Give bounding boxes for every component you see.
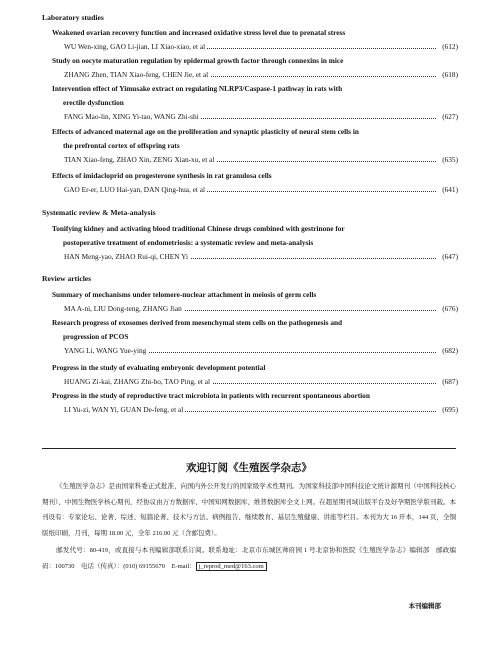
article-entry[interactable] (52, 363, 458, 391)
section-heading-review-articles: Review articles (42, 274, 92, 283)
section-heading-laboratory-studies: Laboratory studies (42, 13, 104, 22)
article-page-number: (647) (442, 252, 458, 261)
article-entry[interactable] (52, 224, 458, 266)
article-title: Study on oocyte maturation regulation by epidermal growth factor through connexins in mice (52, 56, 344, 65)
section-divider (42, 448, 456, 449)
article-title: Progress in the study of reproductive tract microbiota in patients with recurrent spontaneous abortion (52, 391, 370, 400)
subscription-notice-body (42, 479, 456, 541)
article-title-continuation: the prefrontal cortex of offspring rats (63, 141, 180, 150)
article-byline (52, 42, 458, 56)
subscription-contact (42, 543, 456, 574)
section-heading-systematic-review: Systematic review & Meta-analysis (42, 208, 156, 217)
article-title: Weakened ovarian recovery function and increased oxidative stress level due to prenatal stress (52, 28, 346, 37)
article-entry[interactable] (52, 56, 458, 84)
article-entry[interactable] (52, 171, 458, 199)
article-page-number: (676) (442, 304, 458, 313)
article-entry[interactable] (52, 391, 458, 419)
article-page-number: (618) (442, 70, 458, 79)
article-authors: GAO Er-er, LUO Hai-yan, DAN Qing-hua, et al (64, 185, 205, 194)
article-byline (52, 346, 458, 360)
article-byline (52, 304, 458, 318)
article-page-number: (641) (442, 185, 458, 194)
article-authors: HAN Meng-yao, ZHAO Rui-qi, CHEN Yi (64, 252, 188, 261)
article-title: Progress in the study of evaluating embryonic development potential (52, 363, 266, 372)
article-byline (52, 112, 458, 126)
article-entry[interactable] (52, 290, 458, 318)
article-byline (52, 155, 458, 169)
article-byline (52, 405, 458, 419)
article-byline (52, 70, 458, 84)
contact-email[interactable]: j_reprod_med@163.com (196, 562, 267, 571)
article-title: Intervention effect of Yimusake extract on regulating NLRP3/Caspase-1 pathway in rats with (52, 84, 343, 93)
subscription-notice-title: 欢迎订阅《生殖医学杂志》 (186, 463, 312, 474)
article-entry[interactable] (52, 318, 458, 360)
article-page-number: (627) (442, 112, 458, 121)
article-title-continuation: erectile dysfunction (63, 98, 124, 107)
article-entry[interactable] (52, 84, 458, 126)
article-authors: YANG Li, WANG Yue-ying (64, 346, 147, 355)
article-title: Summary of mechanisms under telomere-nuclear attachment in meiosis of germ cells (52, 290, 317, 299)
subscription-notice-text: 《生殖医学杂志》是由国家科委正式批准，向国内外公开发行的国家级学术性期刊。为国家科技部中国科技论文统计源期刊（中国科技核心期刊）、中国生物医学核心期刊，经协议由万方数据库、中国知网数据库、维普数据库全文上网。在超星期刊域出版平台及好孕期医学版刊载。本刊设有：专家论坛、论著、综述、短篇论著、技术与方法、病例报告、继续教育、基层生殖健康、讲座等栏目。本刊为大 16 开本，144 页，全铜版纸印刷，月刊，每期 18.00 元，全年 216.00 元（含邮包费）。 (42, 483, 456, 537)
article-authors: FANG Mao-lin, XING Yi-tao, WANG Zhi-shi (64, 112, 199, 121)
article-title: Effects of advanced maternal age on the proliferation and synaptic plasticity of neural stem cells in (52, 127, 359, 136)
article-authors: ZHANG Zhen, TIAN Xiao-feng, CHEN Jie, et al (64, 70, 209, 79)
editorial-office-signature: 本刊编辑部 (408, 603, 441, 610)
article-title-continuation: progression of PCOS (63, 332, 129, 341)
subscription-contact-text: 邮发代号：80-419，或直接与本刊编辑部联系订阅。联系地址：北京市东城区帅府园 1 号北京协和医院《生殖医学杂志》编辑部 邮政编码：100730 电话（传真）：(010) 69155670 E-mail： (42, 547, 456, 570)
article-entry[interactable] (52, 127, 458, 169)
article-authors: HUANG Zi-kai, ZHANG Zhi-bo, TAO Ping, et al (64, 377, 211, 386)
article-authors: LI Yu-zi, WAN Yi, GUAN De-feng, et al (64, 405, 184, 414)
article-byline (52, 185, 458, 199)
article-authors: TIAN Xiao-feng, ZHAO Xin, ZENG Xian-xu, et al (64, 155, 215, 164)
article-authors: MA A-ni, LIU Dong-teng, ZHANG Jian (64, 304, 182, 313)
article-title: Research progress of exosomes derived from mesenchymal stem cells on the pathogenesis and (52, 318, 343, 327)
article-page-number: (695) (442, 405, 458, 414)
article-authors: WU Wen-xing, GAO Li-jian, LI Xiao-xiao, et al (64, 42, 206, 51)
article-title: Effects of imidacloprid on progesterone synthesis in rat granulosa cells (52, 171, 272, 180)
article-title-continuation: postoperative treatment of endometriosis: a systematic review and meta-analysis (63, 238, 314, 247)
article-page-number: (612) (442, 42, 458, 51)
article-page-number: (635) (442, 155, 458, 164)
article-title: Tonifying kidney and activating blood traditional Chinese drugs combined with gestrinone for (52, 224, 345, 233)
article-page-number: (687) (442, 377, 458, 386)
article-entry[interactable] (52, 28, 458, 56)
article-page-number: (682) (442, 346, 458, 355)
article-byline (52, 377, 458, 391)
article-byline (52, 252, 458, 266)
